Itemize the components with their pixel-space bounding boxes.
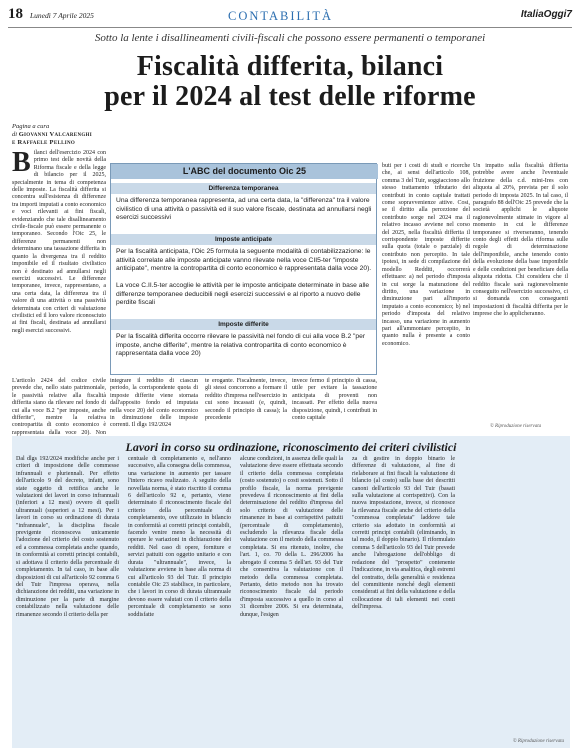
section-name: CONTABILITÀ: [228, 9, 334, 23]
abc-subtitle-differenza: Differenza temporanea: [111, 183, 376, 194]
column-1-text: ilanci dell'esercizio 2024 con primo test delle novità della Riforma fiscale e della legge di bilancio per il 2025, specialmente in tema di competenza delle imposte. La fiscalità differita si concentra sull'esistenza di differenze tra importi imputati a conto economico e voci rilevanti ai fini fiscali, evidenziando che tale disallineamento civile-fiscale può essere permanente o temporaneo. Secondo l'Oic 25, le differenze permanenti non determinano una tassazione differita in quanto la divergenza tra il reddito imponibile ed il risultato civilistico non è destinato ad annullarsi negli esercizi successivi. Le differenze temporanee, invece, rappresentano, a una certa data, la differenza tra il valore di una attività o una passività determinata con criteri di valutazione civilistici ed il loro valore riconosciuto ai fini fiscali, destinata ad annullarsi negli esercizi successivi.: [12, 150, 106, 334]
headline-line-1: Fiscalità differita, bilanci: [136, 51, 444, 82]
abc-text-differenza: Una differenza temporanea rappresenta, ad una certa data, la "differenza" tra il valore civilistico di una attività o passività ed il suo valore fiscale, destinata ad annullarsi negli esercizi successivi: [116, 197, 372, 222]
abc-text-anticipate-2: La voce C.II.5-ter accoglie le attività per le imposte anticipate determinate in base alle differenze temporanee deducibili negli esercizi successivi e al riporto a nuovo delle perdite fiscali: [116, 282, 370, 307]
header-divider: [8, 27, 572, 28]
article-column-1: [12, 147, 106, 412]
byline-di: di: [12, 131, 18, 138]
abc-text-differite: Per la fiscalità differita occorre rilevare le passività nel fondo di cui alla voce B.2 "per imposte, anche differite", mentre la relativa contropartita di conto economico è rappresentata dalla voce 20): [116, 333, 366, 358]
abc-text-anticipate-1: Per la fiscalità anticipata, l'Oic 25 formula la seguente modalità di contabilizzazione: le attività correlate alle imposte anticipate vanno rilevate nella voce CII5-ter "imposte anticipate", mentre la contropartita di conto economico è rappresentata dalla voce 20).: [116, 248, 372, 273]
sidebar-column-2: centuale di completamento e, nell'anno successivo, alla consegna della commessa, una variazione in aumento per tassare l'intero ricavo realizzato. A seguito della novellata norma, è stato riscritto il comma 6 dell'articolo 92 e, pertanto, viene determinato il riconoscimento fiscale del criterio della percentuale di completamento, ove utilizzato in bilancio in conformità ai corretti principi contabili, facendo venire meno la necessità di operare le variazioni in dichiarazione dei redditi. Nel caso di opere, forniture e servizi pattuiti con oggetto unitario e con durata "ultrannuale", invece, la valutazione avviene in base alla norma di cui all'articolo 93 del Tuir. Il principio contabile Oic 23 stabilisce, in particolare, che i lavori in corso di durata ultrannuale devono essere valutati con il criterio della percentuale di completamento se sono soddisfatte: [128, 456, 231, 618]
sidebar-title: Lavori in corso su ordinazione, riconoscimento dei criteri civilistici: [125, 440, 457, 454]
abc-info-box: [110, 163, 377, 375]
abc-box-title: L'ABC del documento Oic 25: [111, 164, 378, 179]
sidebar-box: [12, 436, 570, 748]
author-2: e Raffaele Pellino: [12, 139, 76, 146]
article-column-5: buti per i costi di studi e ricerche che, ai sensi dell'articolo 108, comma 3 del Tuir, soggiacciono allo stesso trattamento tributario dei contributi in conto capitale trattati come sopravvenienze attive. Cosi, se il diritto alla percezione del contributo sorge nel 2024 ma il relativo incasso avviene nel corso del 2025, nella fiscalità differita il corrispondente imposte differite sulla quota (totale o parziale) di contributo non percepito. In tale ipotesi, in sede di compilazione del modello Redditi, occorrerà effettuare: a) nel periodo d'imposta in cui sorge la maturazione del diritto, una variazione in diminuzione pari all'importo imputato a conto economico; b) nel periodo d'imposta del relativo incasso, una variazione in aumento pari all'ammontare percepito, in quanto nulla è presente a conto economico.: [382, 163, 470, 347]
page-header: [8, 6, 572, 26]
author-1: Giovanni Valcarenghi: [18, 131, 92, 138]
byline: [12, 123, 107, 147]
abc-subtitle-differite: Imposte differite: [111, 319, 376, 330]
sidebar-column-3: alcune condizioni, in assenza delle quali la valutazione deve essere effettuata secondo il criterio della commessa completata (costo sostenuto) o costi sostenuti. Sotto il profilo fiscale, la norma previgente prevedeva il riconoscimento ai fini della determinazione del reddito d'impresa del solo criterio di valutazione delle rimanenze in base ai corrispettivi pattuiti (percentuale di completamento), escludendo la rilevanza fiscale della valutazione con il metodo della commessa completata. Si era ritenuto, inoltre, che l'art. 1, co. 70 della L. 296/2006 ha abrogato il comma 5 dell'art. 93 del Tuir che consentiva la valutazione con il metodo della commessa completata. Pertanto, detto metodo non ha trovato riconoscimento fiscale dal periodo d'imposta successivo a quello in corso al 31 dicembre 2006. Si era determinata, dunque, l'esigen: [240, 456, 343, 618]
article-column-2: integrare il reddito di ciascun periodo, la corrispondente quota di imposte differite viene stornata dall'apposito fondo ed imputata nella voce 20) del conto economico in diminuzione delle imposte correnti. Il dlgs 192/2024: [110, 378, 198, 429]
headline-line-2: per il 2024 al test delle riforme: [104, 81, 476, 112]
byline-prefix: Pagina a cura: [12, 123, 50, 130]
sidebar-copyright: © Riproduzione riservata: [512, 739, 564, 744]
article-column-4: invece fermo il principio di cassa, utile per evitare la tassazione anticipata di proventi non incassati. Per effetto della nuova disposizione, quindi, i contributi in conto capitale: [292, 378, 377, 422]
article-column-6: Un impatto sulla fiscalità differita potrebbe avere anche l'eventuale fruizione della c.d. mini-Ires con aliquota al 20%, prevista per il solo periodo di imposta 2025. In tal caso, il paragrafo 88 dell'Oic 25 prevede che la società applichi le aliquote ragionevolmente stimate in vigore al momento in cui le differenze temporanee si riverseranno, tenendo conto degli effetti della riforma sulle regole di determinazione dell'imponibile, anche tenendo conto della evoluzione della base imponibile e delle condizioni per beneficiare della aliquota ridotta. Chi considera che il reddito fiscale sarà ragionevolmente conseguito nell'esercizio successivo, ci si domanda con conseguenti impostazioni di fiscalità differita per le imprese che lo applicheranno.: [473, 163, 568, 318]
page-number: 18: [8, 6, 23, 22]
newspaper-logo: ItaliaOggi7: [520, 9, 572, 20]
issue-date: Lunedì 7 Aprile 2025: [30, 11, 94, 20]
sidebar-column-1: Dal dlgs 192/2024 modifiche anche per i criteri di imposizione delle commesse infrannuali e pluriennali. Per effetto dell'articolo 9 del decreto, infatti, sono state oggetto di rettifica anche le valutazioni dei lavori in corso infrannuali (inferiori a 12 mesi) ovvero di quelli ultrannuali (superiori a 12 mesi). Per i lavori in corso su ordinazione di durata "infrannuale", la disciplina fiscale previgente riconosceva unicamente l'adozione del criterio del costo sostenuto ed a commessa completata anche quando, in conformità ai corretti principi contabili, si adottava il criterio della percentuale di completamento. In tal caso, in base alle disposizioni di cui all'articolo 92 comma 6 del Tuir l'impresa operava, nella dichiarazione dei redditi, una variazione in diminuzione per la parte di margine contabilizzato nella valutazione delle rimanenze secondo il criterio della per: [16, 456, 119, 618]
sidebar-column-4: za di gestire in doppio binario le differenze di valutazione, al fine di rielaborare ai fini fiscali la valutazione di bilancio (al costo) sulla base dei descritti canoni dell'articolo 93 del Tuir (basati sulla valutazione ai corrispettivi). Con la nuova impostazione, invece, si riconosce la rilevanza fiscale anche del criterio della "commessa completata" laddove tale criterio sia adottato in conformità ai corretti principi contabili (eliminando, in tal modo, il doppio binario). Il riformulato comma 5 dell'articolo 93 del Tuir prevede anche l'abrogazione dell'obbligo di redazione del "prospetto" contenente l'indicazione, in via analitica, degli estremi del contratto, della generalità e residenza del committente nonché degli elementi considerati ai fini della valutazione e della collocazione di tali elementi nei conti dell'impresa.: [352, 456, 455, 611]
article-column-1-continued: L'articolo 2424 del codice civile prevede che, nello stato patrimoniale, le passività relative alla fiscalità differita siano da rilevare nel fondo di cui alla voce B.2 "per imposte, anche differite", mentre la relativa contropartita di conto economico è rappresentata dalla voce 20). Non: [12, 378, 106, 436]
article-column-3: te erogante. Fiscalmente, invece, gli stessi concorrono a formare il reddito d'impresa nell'esercizio in cui sono incassati (e, quindi, secondo il principio di cassa); la precedente: [205, 378, 287, 422]
article-kicker: Sotto la lente i disallineamenti civili-fiscali che possono essere permanenti o temporanei: [94, 32, 486, 44]
sidebar-column-5: [464, 456, 566, 744]
abc-subtitle-anticipate: Imposte anticipate: [111, 234, 376, 245]
article-headline: [0, 52, 580, 112]
article-copyright: © Riproduzione riservata: [490, 424, 542, 429]
drop-cap: B: [12, 147, 31, 178]
